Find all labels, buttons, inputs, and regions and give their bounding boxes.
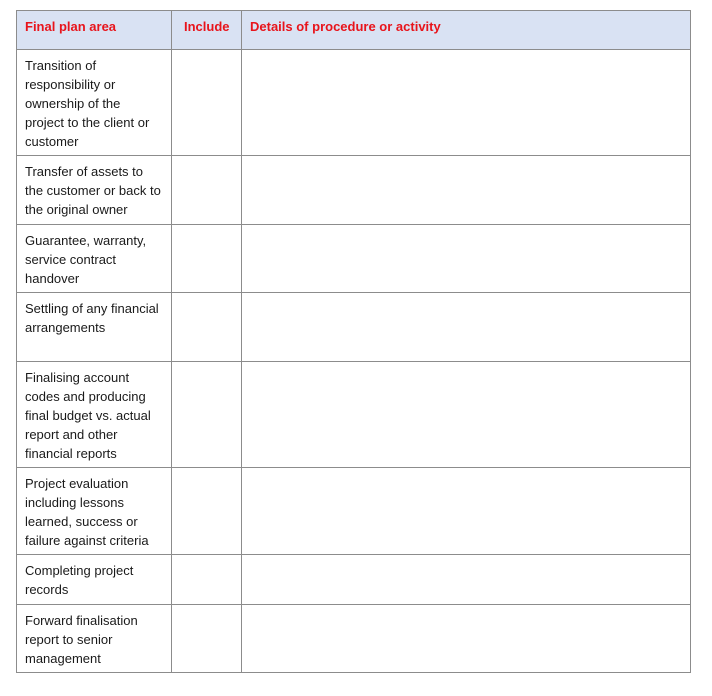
include-cell[interactable] [172,293,242,362]
area-cell: Finalising account codes and producing final budget vs. actual report and other financial reports [17,362,172,468]
table-row [17,362,691,468]
area-cell: Transfer of assets to the customer or back to the original owner [17,156,172,225]
include-cell[interactable] [172,468,242,555]
include-cell[interactable] [172,225,242,293]
area-cell: Forward finalisation report to senior management [17,605,172,673]
include-cell[interactable] [172,555,242,605]
header-include: Include [172,11,242,50]
table-row [17,293,691,362]
details-cell[interactable] [242,156,691,225]
include-cell[interactable] [172,50,242,156]
details-cell[interactable] [242,293,691,362]
include-cell[interactable] [172,362,242,468]
table-row [17,468,691,555]
details-cell[interactable] [242,605,691,673]
include-cell[interactable] [172,156,242,225]
header-details: Details of procedure or activity [242,11,691,50]
area-cell: Settling of any financial arrangements [17,293,172,362]
include-cell[interactable] [172,605,242,673]
final-plan-table [16,10,691,673]
table-row [17,605,691,673]
area-cell: Project evaluation including lessons learned, success or failure against criteria [17,468,172,555]
details-cell[interactable] [242,50,691,156]
details-cell[interactable] [242,225,691,293]
table-row [17,225,691,293]
details-cell[interactable] [242,362,691,468]
header-row [17,11,691,50]
area-cell: Guarantee, warranty, service contract handover [17,225,172,293]
table-row [17,555,691,605]
area-cell: Transition of responsibility or ownership of the project to the client or customer [17,50,172,156]
details-cell[interactable] [242,555,691,605]
area-cell: Completing project records [17,555,172,605]
details-cell[interactable] [242,468,691,555]
table-row [17,156,691,225]
header-final-plan-area: Final plan area [17,11,172,50]
table-row [17,50,691,156]
